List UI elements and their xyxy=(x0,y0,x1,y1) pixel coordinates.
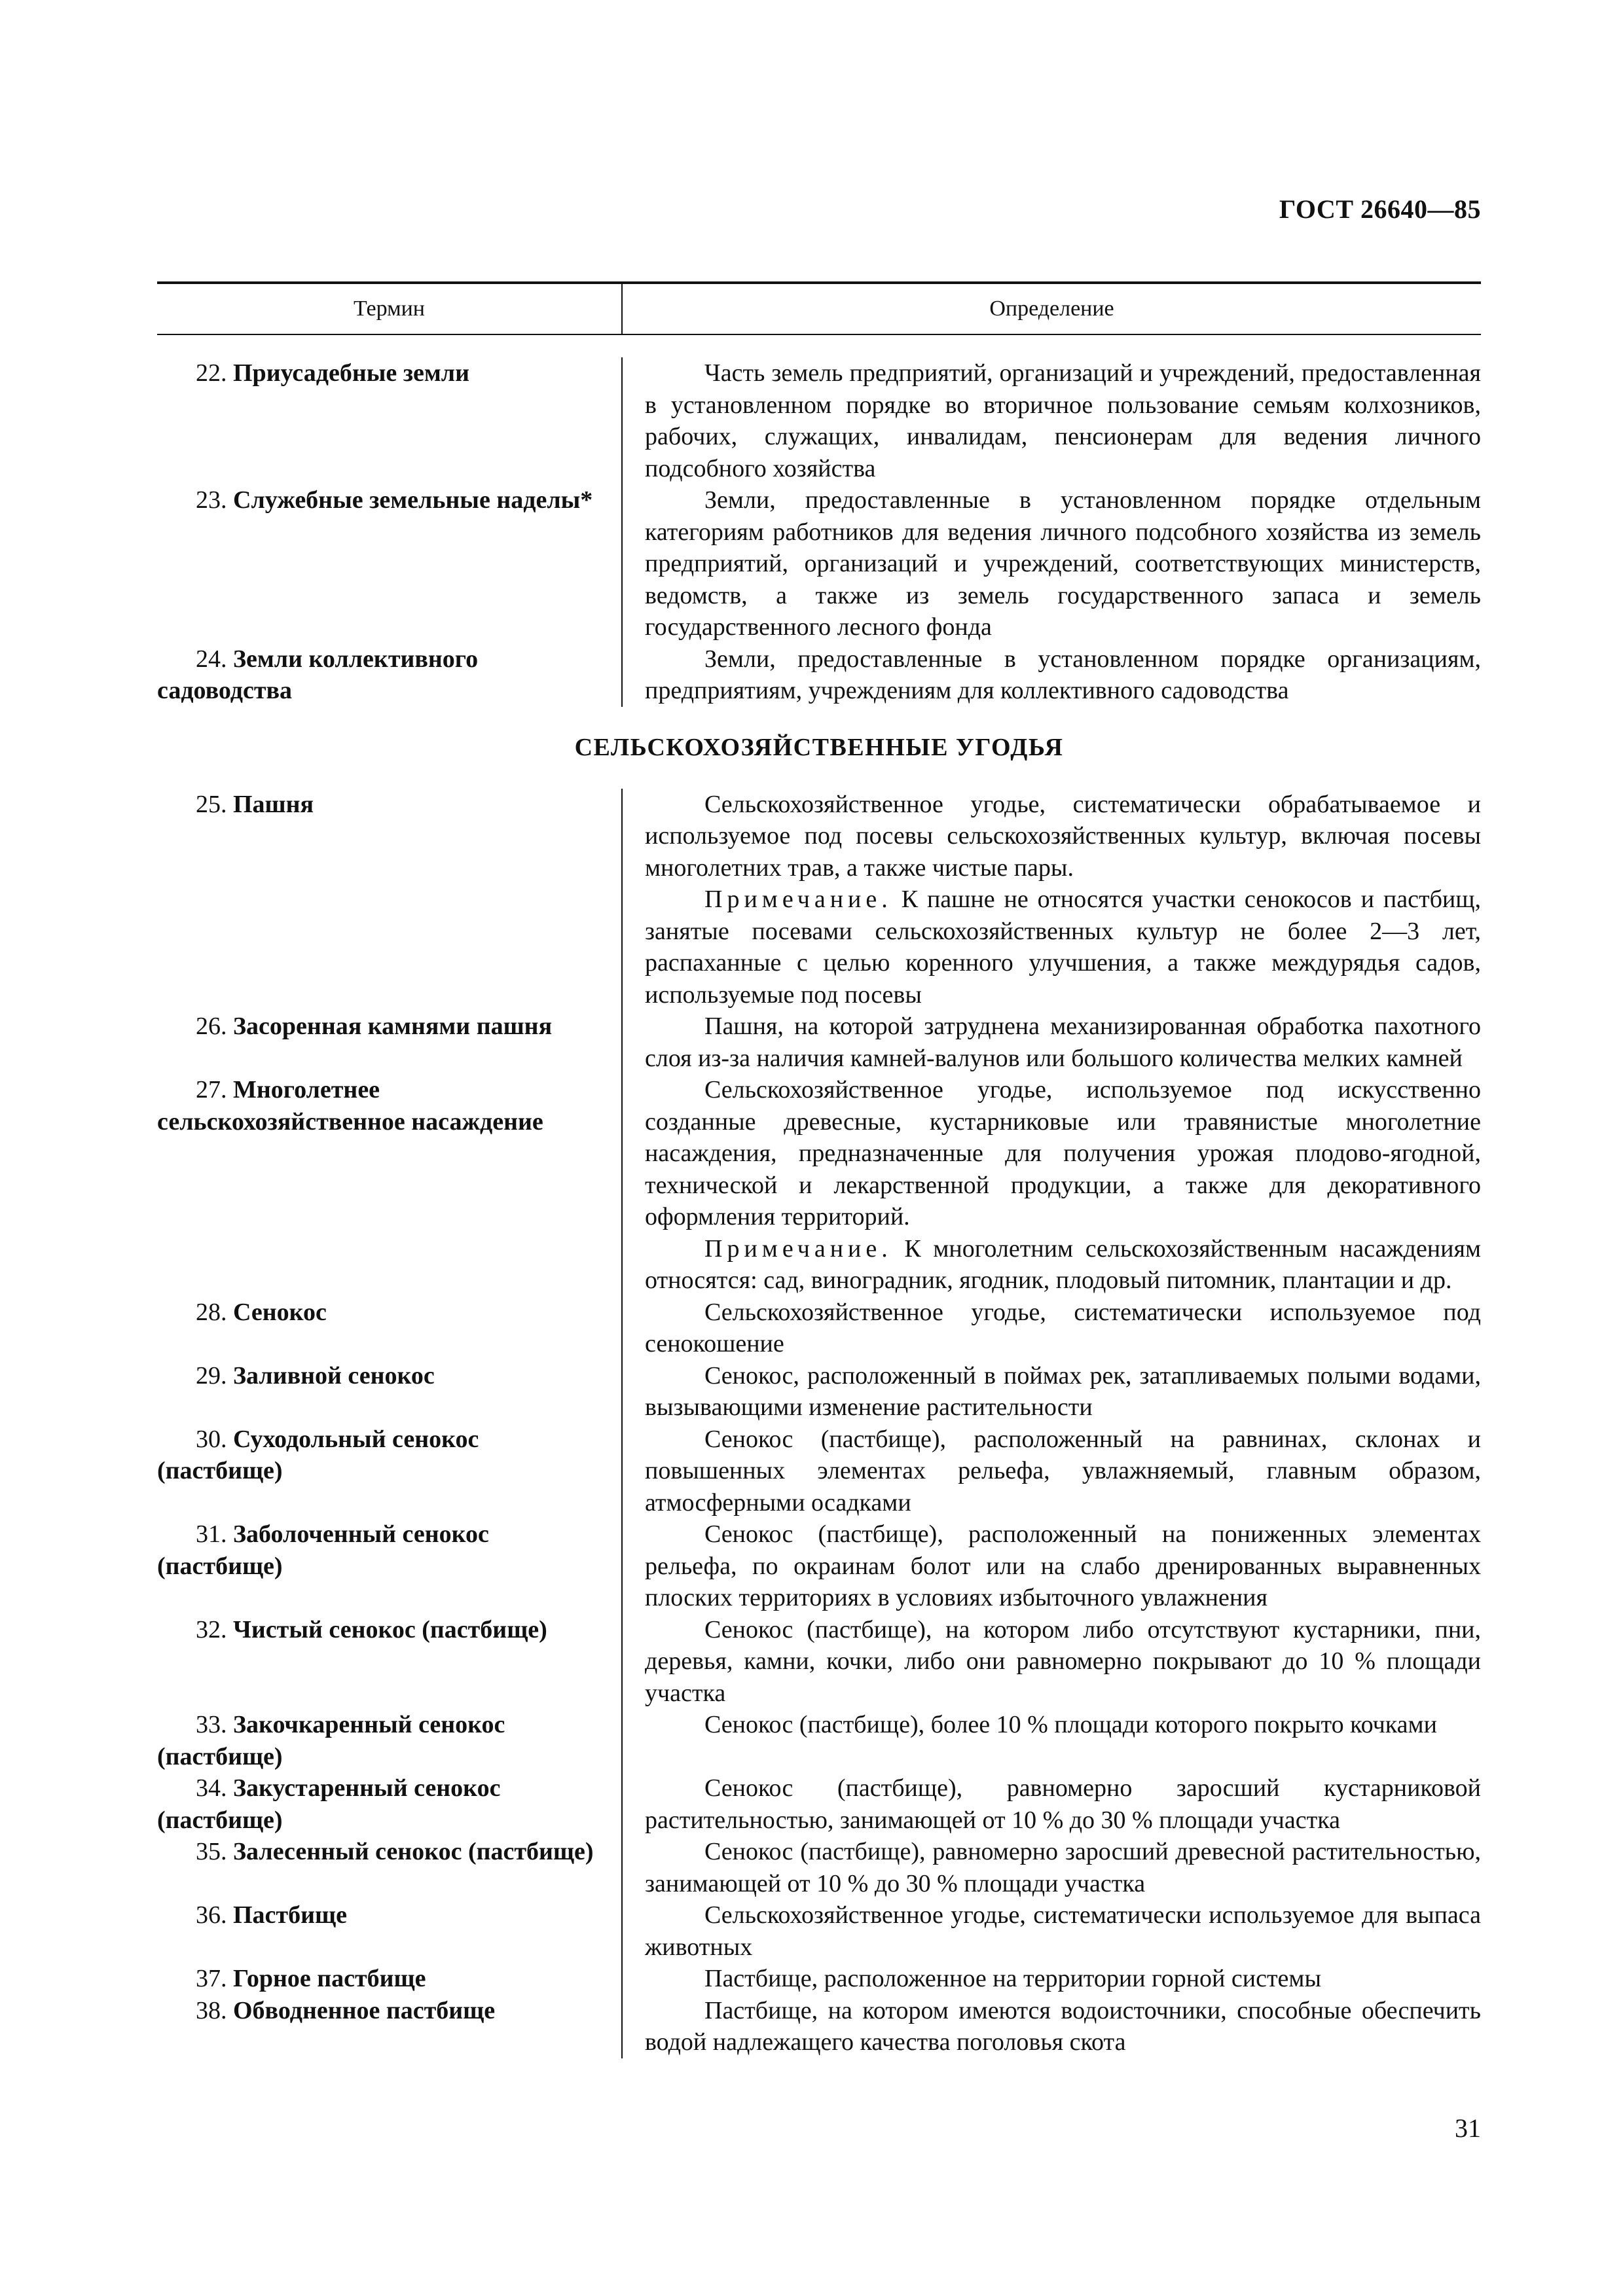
terms-group-1 xyxy=(157,357,1481,707)
term-name: Многолетнее сельскохозяйственное насаждение xyxy=(157,1076,543,1136)
table-row xyxy=(157,1772,1481,1836)
definition-text: Сельскохозяйственное угодье, систематически используемое для выпаса животных xyxy=(645,1901,1481,1961)
definition-cell xyxy=(621,1360,1481,1424)
term-number: 29. xyxy=(196,1361,227,1390)
note-text: К многолетним сельскохозяйственным насаждениям относятся: сад, виноградник, ягодник, плодовый питомник, плантации и др. xyxy=(645,1234,1482,1294)
term-cell xyxy=(157,1074,621,1297)
term-number: 25. xyxy=(196,790,227,818)
term-number: 37. xyxy=(196,1965,227,1992)
term-name: Земли коллективного садоводства xyxy=(157,645,479,704)
definition-cell xyxy=(621,1772,1481,1836)
definition-text: Сенокос (пастбище), равномерно заросший древесной растительностью, занимающей от 10 % до 30 % площади участка xyxy=(645,1838,1481,1897)
document-code: ГОСТ 26640—85 xyxy=(1279,194,1481,224)
term-name: Пастбище xyxy=(233,1901,347,1929)
term-cell xyxy=(157,1995,621,2058)
table-row xyxy=(157,1614,1481,1710)
note-label: Примечание. xyxy=(704,886,892,913)
table-row xyxy=(157,1011,1481,1074)
term-number: 27. xyxy=(196,1076,227,1103)
term-name: Заболоченный сенокос (пастбище) xyxy=(157,1520,489,1580)
definition-cell xyxy=(621,1963,1481,1995)
table-row xyxy=(157,357,1481,484)
term-cell xyxy=(157,1614,621,1710)
table-row xyxy=(157,1518,1481,1614)
definition-text: Сенокос (пастбище), равномерно заросший кустарниковой растительностью, занимающей от 10 % до 30 % площади участка xyxy=(645,1774,1481,1834)
term-cell xyxy=(157,1360,621,1424)
term-cell xyxy=(157,1709,621,1772)
table-row xyxy=(157,1836,1481,1899)
definition-cell xyxy=(621,1074,1481,1297)
terms-table xyxy=(157,281,1481,2058)
table-row xyxy=(157,1963,1481,1995)
definition-text: Сенокос (пастбище), расположенный на пониженных элементах рельефа, по окраинам болот или на слабо дренированных выравненных плоских территориях в условиях избыточного увлажнения xyxy=(645,1520,1481,1611)
term-name: Закустаренный сенокос (пастбище) xyxy=(157,1774,501,1834)
definition-text: Земли, предоставленные в установленном порядке отдельным категориям работников для ведения личного подсобного хозяйства из земель предприятий, организаций и учреждений, соответствующих министерств, ведомств, а также из земель государственного запаса и земель государственного лесного фонда xyxy=(645,486,1481,641)
term-number: 24. xyxy=(196,645,227,673)
term-number: 22. xyxy=(196,359,227,387)
table-row xyxy=(157,1995,1481,2058)
table-row xyxy=(157,643,1481,707)
section-title: СЕЛЬСКОХОЗЯЙСТВЕННЫЕ УГОДЬЯ xyxy=(574,733,1064,761)
term-number: 32. xyxy=(196,1615,227,1643)
table-row xyxy=(157,1360,1481,1424)
definition-text: Сельскохозяйственное угодье, систематически обрабатываемое и используемое под посевы сельскохозяйственных культур, включая посевы многолетних трав, а также чистые пары. xyxy=(645,790,1481,882)
term-name: Закочкаренный сенокос (пастбище) xyxy=(157,1711,505,1770)
term-name: Чистый сенокос (пастбище) xyxy=(233,1615,547,1643)
definition-text: Сельскохозяйственное угодье, систематически используемое под сенокошение xyxy=(645,1298,1481,1357)
note-text: К пашне не относятся участки сенокосов и пастбищ, занятые посевами сельскохозяйственных культур не более 2—3 лет, распаханные с целью коренного улучшения, а также междурядья садов, используемые под посевы xyxy=(645,886,1481,1009)
terms-group-2 xyxy=(157,789,1481,2058)
definition-cell xyxy=(621,357,1481,484)
table-row xyxy=(157,1424,1481,1519)
note-label: Примечание. xyxy=(704,1234,892,1263)
definition-cell xyxy=(621,789,1481,1011)
definition-text: Сенокос, расположенный в поймах рек, затапливаемых полыми водами, вызывающими изменение растительности xyxy=(645,1361,1481,1421)
term-number: 34. xyxy=(196,1774,227,1802)
term-cell xyxy=(157,484,621,643)
table-row xyxy=(157,484,1481,643)
term-number: 28. xyxy=(196,1298,227,1326)
term-cell xyxy=(157,1518,621,1614)
term-name: Пашня xyxy=(233,790,314,818)
definition-text: Пашня, на которой затруднена механизированная обработка пахотного слоя из-за наличия камней-валунов или большого количества мелких камней xyxy=(645,1013,1481,1072)
definition-cell xyxy=(621,1614,1481,1710)
definition-text: Пастбище, на котором имеются водоисточники, способные обеспечить водой надлежащего качества поголовья скота xyxy=(645,1996,1481,2056)
term-name: Горное пастбище xyxy=(233,1965,426,1992)
column-header-definition: Определение xyxy=(989,296,1114,321)
definition-cell xyxy=(621,484,1481,643)
term-number: 30. xyxy=(196,1425,227,1453)
term-name: Обводненное пастбище xyxy=(233,1996,496,2024)
term-cell xyxy=(157,1772,621,1836)
term-number: 26. xyxy=(196,1013,227,1040)
definition-text: Пастбище, расположенное на территории горной системы xyxy=(704,1965,1322,1992)
term-number: 36. xyxy=(196,1901,227,1929)
term-cell xyxy=(157,1963,621,1995)
page-number: 31 xyxy=(1455,2113,1481,2143)
definition-cell xyxy=(621,1011,1481,1074)
term-number: 38. xyxy=(196,1996,227,2024)
term-name: Суходольный сенокос (пастбище) xyxy=(157,1425,479,1484)
term-cell xyxy=(157,1011,621,1074)
note-paragraph xyxy=(645,884,1481,1011)
term-name: Сенокос xyxy=(233,1298,327,1326)
term-name: Заливной сенокос xyxy=(233,1361,435,1390)
term-cell xyxy=(157,643,621,707)
definition-cell xyxy=(621,1995,1481,2058)
table-row xyxy=(157,1899,1481,1963)
definition-text: Земли, предоставленные в установленном порядке организациям, предприятиям, учреждениям для коллективного садоводства xyxy=(645,645,1481,704)
definition-text: Сенокос (пастбище), расположенный на равнинах, склонах и повышенных элементах рельефа, увлажняемый, главным образом, атмосферными осадками xyxy=(645,1425,1481,1516)
definition-cell xyxy=(621,1297,1481,1360)
term-name: Служебные земельные наделы* xyxy=(233,486,593,514)
definition-cell xyxy=(621,1836,1481,1899)
column-header-term: Термин xyxy=(157,284,623,334)
term-cell xyxy=(157,1424,621,1519)
term-name: Залесенный сенокос (пастбище) xyxy=(233,1838,594,1865)
term-number: 23. xyxy=(196,486,227,514)
term-cell xyxy=(157,789,621,1011)
term-name: Засоренная камнями пашня xyxy=(233,1013,553,1040)
definition-text: Сельскохозяйственное угодье, используемое под искусственно созданные древесные, кустарниковые или травянистые многолетние насаждения, предназначенные для получения урожая плодово-ягодной, технической и лекарственной продукции, а также для декоративного оформления территорий. xyxy=(645,1076,1481,1230)
term-name: Приусадебные земли xyxy=(233,359,469,387)
table-row xyxy=(157,789,1481,1011)
definition-cell xyxy=(621,1424,1481,1519)
table-row xyxy=(157,1709,1481,1772)
term-cell xyxy=(157,1899,621,1963)
term-number: 35. xyxy=(196,1838,227,1865)
definition-text: Сенокос (пастбище), более 10 % площади которого покрыто кочками xyxy=(704,1711,1437,1738)
term-cell xyxy=(157,357,621,484)
definition-text: Сенокос (пастбище), на котором либо отсутствуют кустарники, пни, деревья, камни, кочки, либо они равномерно покрывают до 10 % площади участка xyxy=(645,1615,1481,1707)
term-number: 31. xyxy=(196,1520,227,1548)
definition-cell xyxy=(621,1518,1481,1614)
definition-cell xyxy=(621,643,1481,707)
note-paragraph xyxy=(645,1233,1481,1297)
term-number: 33. xyxy=(196,1711,227,1738)
definition-cell xyxy=(621,1899,1481,1963)
table-row xyxy=(157,1074,1481,1297)
term-cell xyxy=(157,1836,621,1899)
table-row xyxy=(157,1297,1481,1360)
definition-cell xyxy=(621,1709,1481,1772)
term-cell xyxy=(157,1297,621,1360)
definition-text: Часть земель предприятий, организаций и учреждений, предоставленная в установленном порядке во вторичное пользование семьям колхозников, рабочих, служащих, инвалидам, пенсионерам для ведения личного подсобного хозяйства xyxy=(645,359,1481,482)
table-header xyxy=(157,281,1481,335)
